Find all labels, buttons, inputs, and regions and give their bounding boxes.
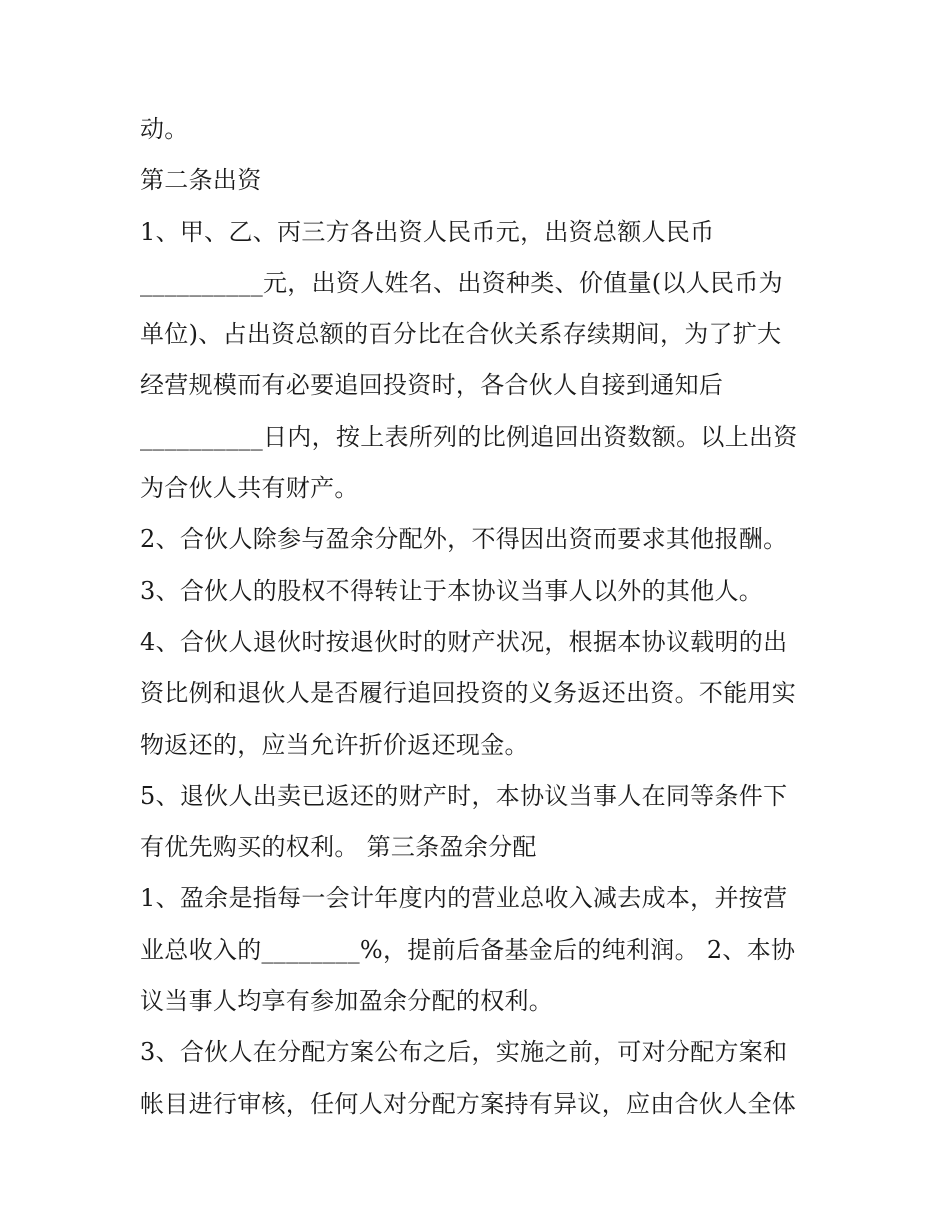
text-line: 2、合伙人除参与盈余分配外，不得因出资而要求其他报酬。 <box>140 525 788 554</box>
text-line: __________日内，按上表所列的比例追回出资数额。以上出资 <box>140 422 798 451</box>
text-line: 议当事人均享有参加盈余分配的权利。 <box>140 987 554 1016</box>
text-line: 3、合伙人的股权不得转让于本协议当事人以外的其他人。 <box>140 576 764 605</box>
text-line: 单位)、占出资总额的百分比在合伙关系存续期间，为了扩大 <box>140 320 782 349</box>
text-line: 为合伙人共有财产。 <box>140 474 359 503</box>
document-body <box>140 104 830 1130</box>
text-line: 3、合伙人在分配方案公布之后，实施之前，可对分配方案和 <box>140 1038 788 1067</box>
text-line: 经营规模而有必要追回投资时，各合伙人自接到通知后 <box>140 371 724 400</box>
text-line: 1、盈余是指每一会计年度内的营业总收入减去成本，并按营 <box>140 884 788 913</box>
text-line: 1、甲、乙、丙三方各出资人民币元，出资总额人民币 <box>140 217 715 246</box>
text-line: 业总收入的________%，提前后备基金后的纯利润。 2、本协 <box>140 935 796 964</box>
text-line: 5、退伙人出卖已返还的财产时，本协议当事人在同等条件下 <box>140 781 788 810</box>
text-line: __________元，出资人姓名、出资种类、价值量(以人民币为 <box>140 268 783 297</box>
text-line: 资比例和退伙人是否履行追回投资的义务返还出资。不能用实 <box>140 679 797 708</box>
text-line: 有优先购买的权利。 第三条盈余分配 <box>140 833 537 862</box>
text-line: 物返还的，应当允许折价返还现金。 <box>140 730 529 759</box>
section-heading: 第二条出资 <box>140 166 262 195</box>
text-line: 动。 <box>140 115 189 143</box>
text-line: 4、合伙人退伙时按退伙时的财产状况，根据本协议载明的出 <box>140 627 788 656</box>
text-line: 帐目进行审核，任何人对分配方案持有异议，应由合伙人全体 <box>140 1089 797 1118</box>
